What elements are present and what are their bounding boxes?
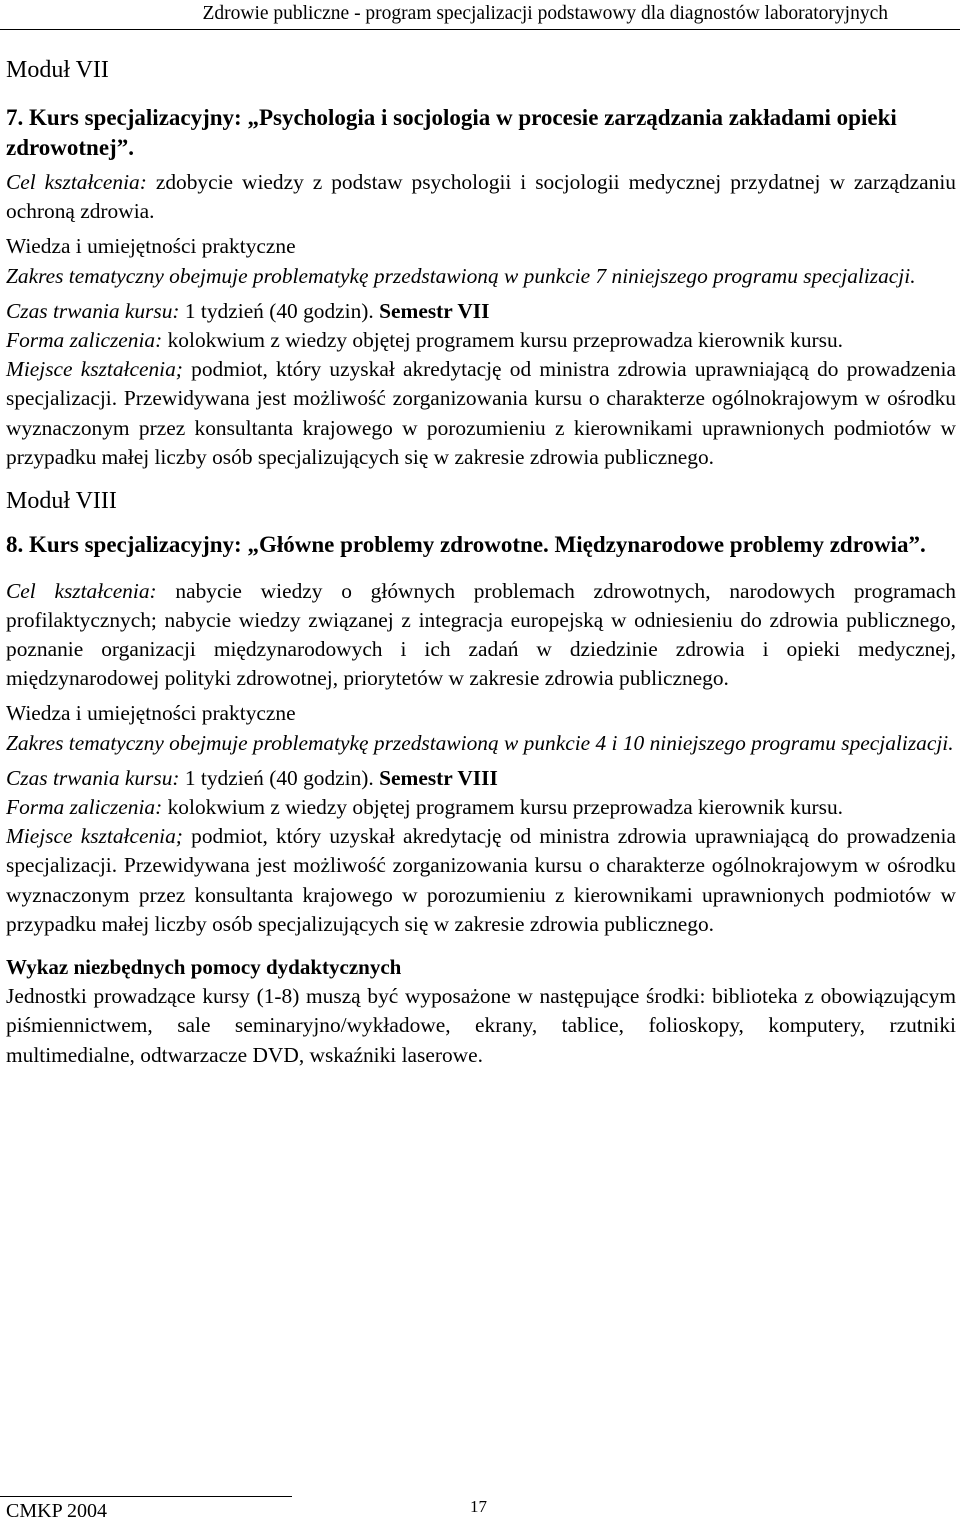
goal-label: Cel kształcenia: [6, 578, 157, 603]
module-8-form [6, 793, 956, 822]
goal-text: zdobycie wiedzy z podstaw psychologii i socjologii medycznej przydatnej w zarządzaniu ochroną zdrowia. [6, 170, 956, 224]
module-7-course-title: 7. Kurs specjalizacyjny: „Psychologia i socjologia w procesie zarządzania zakładami opieki zdrowotnej”. [6, 105, 897, 160]
place-label: Miejsce kształcenia; [6, 357, 183, 382]
place-text: podmiot, który uzyskał akredytację od ministra zdrowia uprawniającą do prowadzenia specjalizacji. Przewidywana jest możliwość zorganizowania kursu o charakterze ogólnokrajowym w ośrodku wyznaczonym przez konsultanta krajowego w porozumieniu z kierownikami uprawnionych podmiotów w przypadku małej liczby osób specjalizujących się w zakresie zdrowia publicznego. [6, 824, 956, 936]
semester-label: Semestr VII [379, 298, 490, 323]
duration-label: Czas trwania kursu: [6, 298, 180, 323]
document-body [6, 53, 956, 1070]
module-8-place [6, 822, 956, 939]
module-8-knowledge-heading: Wiedza i umiejętności praktyczne [6, 701, 296, 726]
duration-label: Czas trwania kursu: [6, 765, 180, 790]
semester-label: Semestr VIII [379, 765, 498, 790]
page-number: 17 [470, 1497, 487, 1516]
goal-label: Cel kształcenia: [6, 170, 147, 194]
module-8-title: Moduł VIII [6, 488, 117, 515]
form-label: Forma zaliczenia: [6, 328, 163, 353]
form-text: kolokwium z wiedzy objętej programem kursu przeprowadza kierownik kursu. [162, 328, 844, 353]
form-label: Forma zaliczenia: [6, 794, 163, 819]
aids-text: Jednostki prowadzące kursy (1-8) muszą być wyposażone w następujące środki: biblioteka z obowiązującym piśmiennictwem, sale seminaryjno/wykładowe, ekrany, tablice, folioskopy, komputery, rzutniki multimedialne, odtwarzacze DVD, wskaźniki laserowe. [6, 984, 956, 1067]
module-8-course-title: 8. Kurs specjalizacyjny: „Główne problemy zdrowotne. Międzynarodowe problemy zdrowia”. [6, 532, 926, 558]
module-7-place [6, 355, 956, 472]
aids-heading: Wykaz niezbędnych pomocy dydaktycznych [6, 954, 402, 979]
module-7-title: Moduł VII [6, 57, 109, 83]
footer-rule [0, 1496, 292, 1497]
running-header [0, 0, 960, 30]
place-text: podmiot, który uzyskał akredytację od ministra zdrowia uprawniającą do prowadzenia specjalizacji. Przewidywana jest możliwość zorganizowania kursu o charakterze ogólnokrajowym w ośrodku wyznaczonym przez konsultanta krajowego w porozumieniu z kierownikami uprawnionych podmiotów w przypadku małej liczby osób specjalizujących się w zakresie zdrowia publicznego. [6, 357, 956, 469]
goal-text: nabycie wiedzy o głównych problemach zdrowotnych, narodowych programach profilaktycznych; nabycie wiedzy związanej z integracja europejską w odniesieniu do zdrowia publicznego, poznanie organizacji międzynarodowych i ich zadań w dziedzinie zdrowia i opieki medycznej, międzynarodowej polityki zdrowotnej, priorytetów w zakresie zdrowia publicznego. [6, 578, 956, 691]
duration-text: 1 tydzień (40 godzin). [179, 765, 380, 790]
duration-text: 1 tydzień (40 godzin). [179, 298, 380, 323]
module-8-scope: Zakres tematyczny obejmuje problematykę przedstawioną w punkcie 4 i 10 niniejszego programu specjalizacji. [6, 730, 954, 755]
module-7-goal [6, 168, 956, 226]
module-8-duration [6, 764, 956, 793]
header-title: Zdrowie publiczne - program specjalizacji podstawowy dla diagnostów laboratoryjnych [202, 3, 888, 24]
place-label: Miejsce kształcenia; [6, 824, 183, 849]
module-8-goal [6, 577, 956, 694]
module-7-duration [6, 297, 956, 326]
module-7-form [6, 326, 956, 355]
form-text: kolokwium z wiedzy objętej programem kursu przeprowadza kierownik kursu. [162, 794, 844, 819]
footer-left: CMKP 2004 [6, 1500, 107, 1522]
module-7-knowledge-heading: Wiedza i umiejętności praktyczne [6, 234, 296, 259]
module-7-scope: Zakres tematyczny obejmuje problematykę przedstawioną w punkcie 7 niniejszego programu specjalizacji. [6, 263, 916, 288]
